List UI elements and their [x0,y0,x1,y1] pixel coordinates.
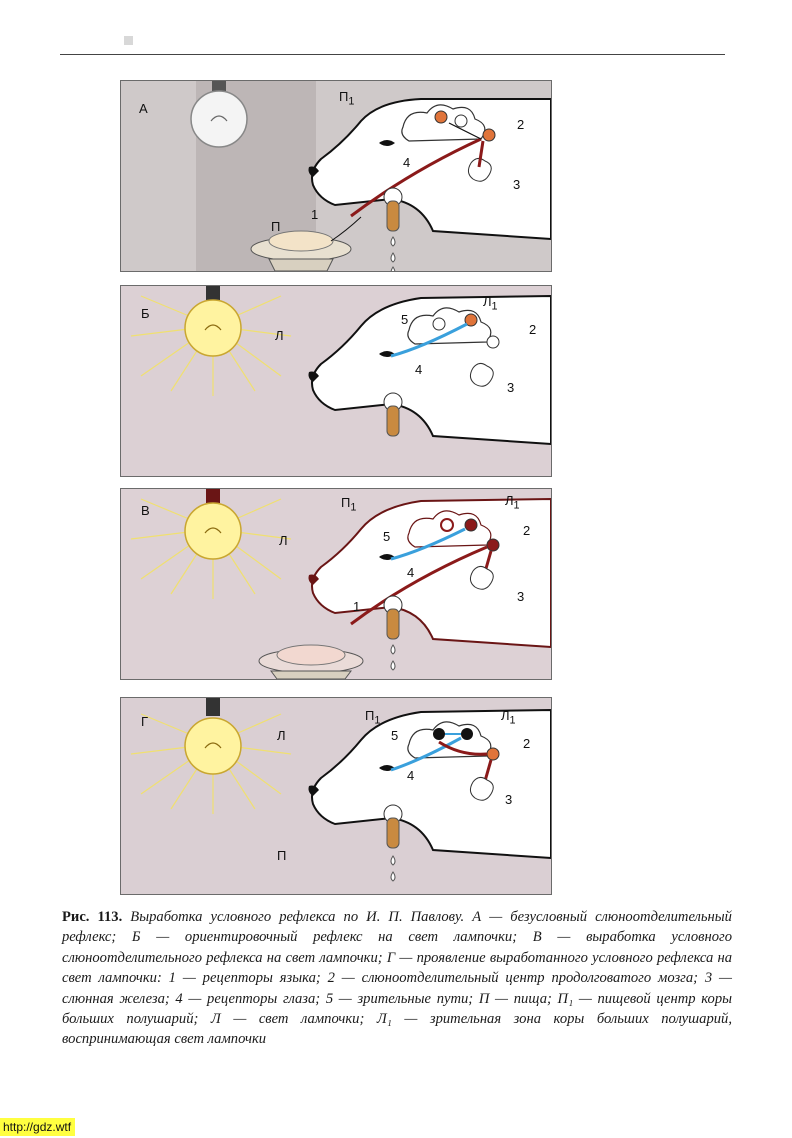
label-4: 4 [403,155,411,170]
label-3: 3 [507,380,515,395]
label-visual-zone: $Л_1$ [501,708,516,727]
label-food-center: $П_1$ [339,89,355,108]
figure-caption [62,907,732,1050]
label-4: 4 [415,362,423,377]
label-visual-zone: $Л_1$ [505,493,520,512]
label-5: 5 [391,728,399,743]
label-light: Л [279,533,288,548]
panel-c-letter: В [141,503,150,518]
label-2: 2 [523,736,531,751]
label-5: 5 [401,312,409,327]
caption-text: Выработка условного рефлекса по И. П. Павлову. А — безусловный слюноотделительный рефлекс; Б — ориентировочный рефлекс на свет лампочки; В — выработка условного слюноотделительного рефлекса на свет лампочки; Г — проявление выработанного условного рефлекса на свет лампочки: 1 — рецепторы языка; 2 — слюноотделительный центр продолговатого мозга; 3 — слюнная железа; 4 — рецепторы глаза; 5 — зрительные пути; П — пища; П₁ — пищевой центр коры больших полушарий; Л — свет лампочки; Л₁ — зрительная зона коры больших полушарий, воспринимающая свет лампочки [62,909,732,1048]
label-light: Л [277,728,286,743]
panel-b-illustration [121,286,551,476]
panel-c-illustration [121,489,551,679]
label-3: 3 [513,177,521,192]
panel-b-letter: Б [141,306,150,321]
panel-b [120,285,552,477]
panel-c [120,488,552,680]
label-1: 1 [311,207,319,222]
panel-d [120,697,552,895]
panel-d-letter: Г [141,714,149,729]
label-1: 1 [353,599,361,614]
figure-label: Рис. 113. [62,909,123,925]
label-visual-zone: $Л_1$ [483,294,498,313]
label-4: 4 [407,768,415,783]
label-5: 5 [383,529,391,544]
label-light: Л [275,328,284,343]
label-3: 3 [517,589,525,604]
label-3: 3 [505,792,513,807]
label-2: 2 [517,117,525,132]
watermark-link[interactable]: http://gdz.wtf [0,1118,75,1136]
label-2: 2 [529,322,537,337]
header-square-icon [124,36,133,45]
label-4: 4 [407,565,415,580]
label-food-center: $П_1$ [341,495,357,514]
label-food: П [271,219,281,234]
panel-a-letter: А [139,101,148,116]
label-food-center: $П_1$ [365,708,381,727]
panel-d-illustration [121,698,551,894]
panel-a-illustration [121,81,551,271]
label-food: П [277,848,287,863]
panel-a [120,80,552,272]
label-2: 2 [523,523,531,538]
page-header [60,28,725,55]
